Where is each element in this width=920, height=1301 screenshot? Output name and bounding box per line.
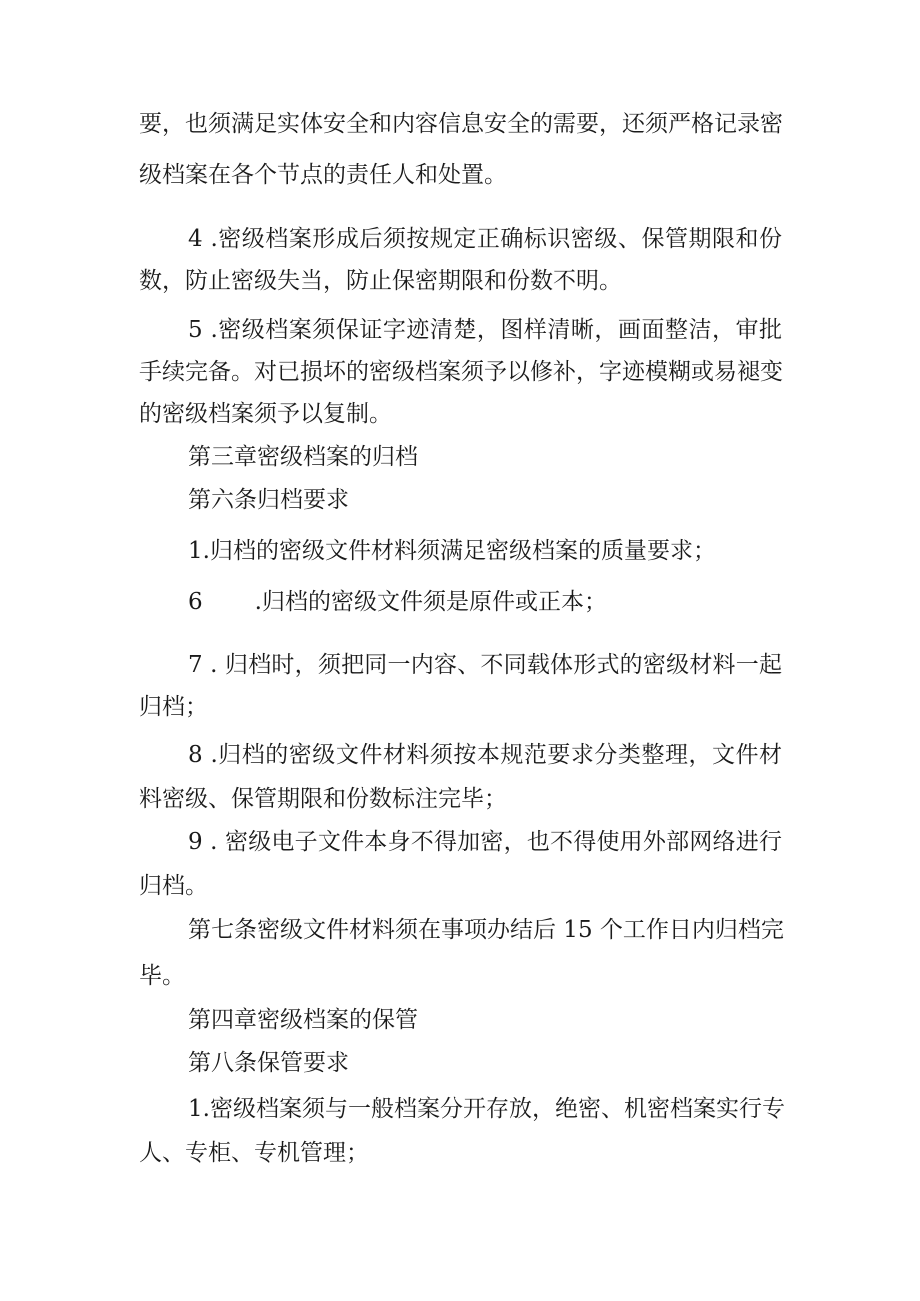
- list-item-1: 1.归档的密级文件材料须满足密级档案的质量要求；: [188, 538, 716, 564]
- list-item-8: 8 .归档的密级文件材料须按本规范要求分类整理，文件材: [188, 742, 782, 768]
- text-line: 手续完备。对已损坏的密级档案须予以修补，字迹模糊或易褪变: [139, 359, 783, 385]
- text-line: 归档。: [139, 873, 208, 899]
- list-item-4: 4 .密级档案形成后须按规定正确标识密级、保管期限和份: [188, 226, 782, 252]
- chapter-heading: 第四章密级档案的保管: [188, 1007, 418, 1033]
- list-number: 6: [188, 589, 203, 615]
- article-7: 第七条密级文件材料须在事项办结后 15 个工作日内归档完: [188, 917, 784, 943]
- list-item-9: 9 . 密级电子文件本身不得加密，也不得使用外部网络进行: [188, 829, 782, 855]
- text-line: 料密级、保管期限和份数标注完毕；: [139, 786, 507, 812]
- list-item-6: [188, 588, 607, 616]
- text-line: 人、专柜、专机管理；: [139, 1140, 369, 1166]
- text-line: 毕。: [139, 963, 185, 989]
- list-item-5: 5 .密级档案须保证字迹清楚，图样清晰，画面整洁，审批: [188, 317, 782, 343]
- list-text: .归档的密级文件须是原件或正本；: [254, 589, 607, 615]
- article-heading: 第六条归档要求: [188, 487, 349, 513]
- text-line: 要，也须满足实体安全和内容信息安全的需要，还须严格记录密: [139, 111, 783, 137]
- list-item-1: 1.密级档案须与一般档案分开存放，绝密、机密档案实行专: [188, 1096, 785, 1122]
- text-line: 归档；: [139, 694, 208, 720]
- chapter-heading: 第三章密级档案的归档: [188, 444, 418, 470]
- text-line: 的密级档案须予以复制。: [139, 401, 392, 427]
- list-item-7: 7 . 归档时，须把同一内容、不同载体形式的密级材料一起: [188, 652, 782, 678]
- text-line: 数，防止密级失当，防止保密期限和份数不明。: [139, 268, 622, 294]
- article-heading: 第八条保管要求: [188, 1050, 349, 1076]
- text-line: 级档案在各个节点的责任人和处置。: [139, 162, 507, 188]
